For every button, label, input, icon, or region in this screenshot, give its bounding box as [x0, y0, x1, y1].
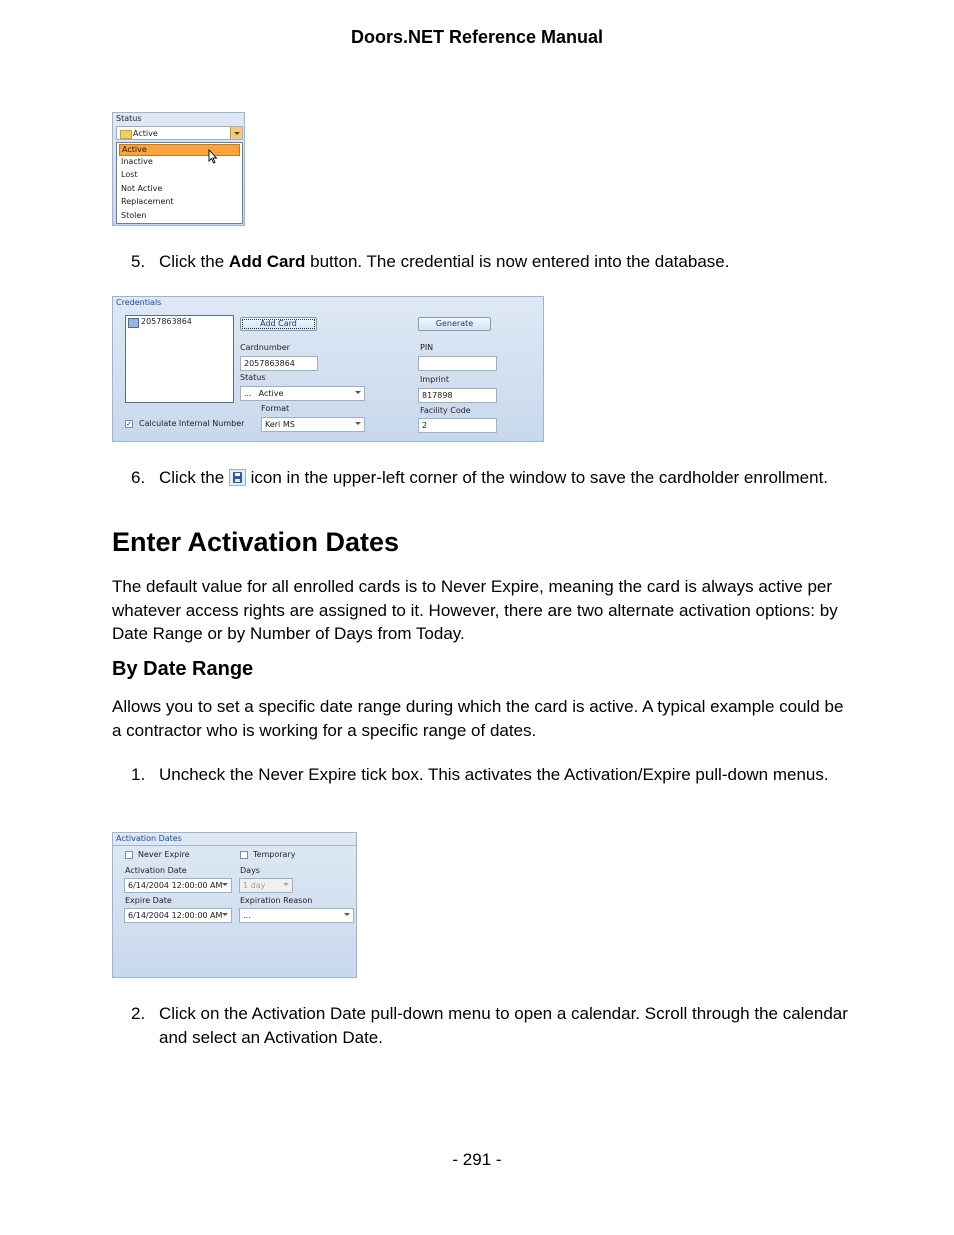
activation-date-value: 6/14/2004 12:00:00 AM	[128, 881, 223, 890]
pin-field[interactable]	[418, 356, 497, 371]
expire-date-label: Expire Date	[125, 896, 172, 905]
days-select[interactable]	[239, 878, 293, 893]
card-icon	[128, 318, 139, 328]
credentials-screenshot	[112, 296, 544, 442]
step-number: 5.	[131, 252, 146, 271]
status-options-list	[116, 142, 243, 224]
status-select-value: Active	[133, 129, 158, 138]
status-option[interactable]: Inactive	[121, 157, 153, 166]
imprint-field[interactable]: 817898	[418, 388, 497, 403]
imprint-label: Imprint	[420, 375, 449, 384]
step-text	[159, 466, 851, 490]
format-select[interactable]	[261, 417, 365, 432]
expire-date-value: 6/14/2004 12:00:00 AM	[128, 911, 223, 920]
pin-label: PIN	[420, 343, 434, 352]
status-option[interactable]: Replacement	[121, 197, 174, 206]
step-6	[131, 466, 851, 490]
chevron-down-icon	[344, 913, 350, 916]
status-prefix: ...	[244, 389, 252, 398]
chevron-down-icon	[234, 132, 240, 135]
generate-button[interactable]: Generate	[418, 317, 491, 331]
step-text-post: icon in the upper-left corner of the window to save the cardholder enrollment.	[245, 468, 829, 487]
format-select-value: Keri MS	[265, 420, 295, 429]
step-5	[131, 250, 851, 274]
temporary-label: Temporary	[253, 850, 296, 859]
credentials-group-title: Credentials	[116, 298, 162, 307]
activation-date-select[interactable]	[124, 878, 232, 893]
never-expire-label: Never Expire	[138, 850, 190, 859]
mouse-cursor-icon	[208, 149, 218, 164]
step-number: 2.	[131, 1004, 146, 1023]
step-text	[159, 250, 851, 274]
calculate-internal-checkbox[interactable]: ✓	[126, 420, 132, 428]
folder-icon	[120, 130, 132, 139]
chevron-down-icon	[222, 913, 228, 916]
days-value: 1 day	[243, 881, 266, 890]
step-1	[131, 763, 851, 787]
step-number: 1.	[131, 765, 146, 784]
expiration-reason-label: Expiration Reason	[240, 896, 313, 905]
subsection-title: By Date Range	[112, 658, 254, 680]
cardnumber-field[interactable]: 2057863864	[240, 356, 318, 371]
chevron-down-icon	[222, 883, 228, 886]
facility-code-label: Facility Code	[420, 406, 471, 415]
credentials-list[interactable]	[125, 315, 234, 403]
never-expire-checkbox[interactable]	[125, 851, 133, 859]
status-option[interactable]: Active	[119, 144, 240, 156]
expire-date-select[interactable]	[124, 908, 232, 923]
status-option[interactable]: Not Active	[121, 184, 163, 193]
chevron-down-icon	[283, 883, 289, 886]
status-select[interactable]	[116, 126, 243, 140]
page-header-title: Doors.NET Reference Manual	[350, 27, 604, 47]
step-text-pre: Click the	[159, 252, 229, 271]
expiration-reason-select[interactable]	[239, 908, 354, 923]
activation-dates-screenshot	[112, 832, 357, 978]
temporary-checkbox[interactable]	[240, 851, 248, 859]
expiration-reason-value: ...	[243, 911, 251, 920]
step-text: Uncheck the Never Expire tick box. This activates the Activation/Expire pull-down menus.	[159, 765, 829, 784]
step-number: 6.	[131, 468, 146, 487]
section-intro: The default value for all enrolled cards is to Never Expire, meaning the card is always active per whatever access rights are assigned to it. However, there are two alternate activation options: by Date Range or by Number of Days from Today.	[112, 577, 838, 643]
page-number: - 291 -	[452, 1150, 502, 1169]
calculate-internal-label: Calculate Internal Number	[139, 419, 245, 428]
section-title: Enter Activation Dates	[112, 527, 400, 557]
status-option[interactable]: Lost	[121, 170, 138, 179]
credential-list-item[interactable]: 2057863864	[141, 317, 192, 326]
facility-code-field[interactable]: 2	[418, 418, 497, 433]
chevron-down-icon	[355, 391, 361, 394]
status-select[interactable]	[240, 386, 365, 401]
status-select-value: Active	[258, 389, 284, 398]
activation-date-label: Activation Date	[125, 866, 187, 875]
chevron-down-icon	[355, 422, 361, 425]
status-label: Status	[240, 373, 266, 382]
step-text-post: button. The credential is now entered into the database.	[305, 252, 730, 271]
step-text: Click on the Activation Date pull-down menu to open a calendar. Scroll through the calendar and select an Activation Date.	[159, 1004, 848, 1047]
format-label: Format	[261, 404, 290, 413]
cardnumber-label: Cardnumber	[240, 343, 290, 352]
status-label: Status	[116, 114, 142, 123]
subsection-intro: Allows you to set a specific date range during which the card is active. A typical example could be a contractor who is working for a specific range of dates.	[112, 697, 844, 740]
add-card-button[interactable]: Add Card	[240, 317, 317, 331]
dropdown-button[interactable]	[230, 127, 242, 139]
status-option[interactable]: Stolen	[121, 211, 147, 220]
days-label: Days	[240, 866, 260, 875]
step-2	[131, 1002, 851, 1049]
activation-dates-group-title: Activation Dates	[116, 834, 182, 843]
step-text-bold: Add Card	[228, 252, 306, 271]
step-text-pre: Click the	[159, 468, 229, 487]
save-icon	[229, 469, 246, 486]
status-dropdown-screenshot	[112, 112, 245, 226]
